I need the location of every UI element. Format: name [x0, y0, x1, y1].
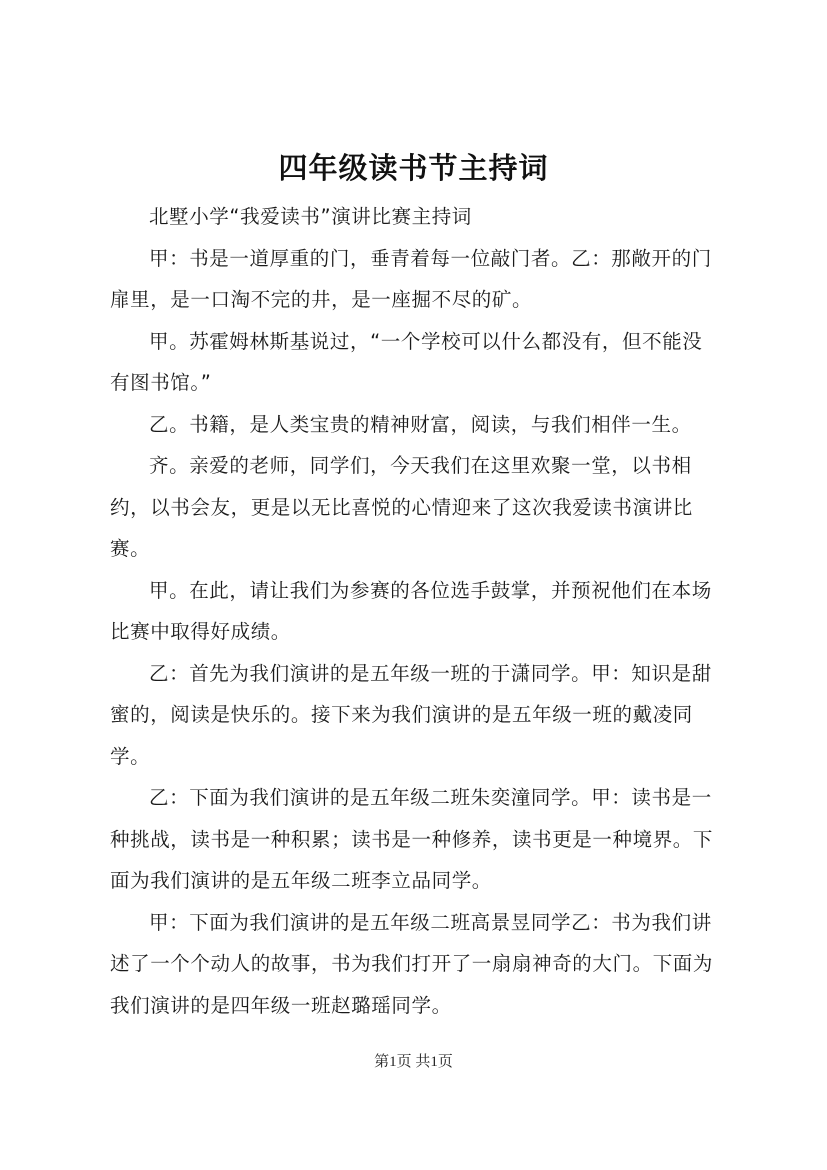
paragraph: 乙。书籍，是人类宝贵的精神财富，阅读，与我们相伴一生。 — [149, 412, 692, 436]
page-footer: 第1页 共1页 — [374, 1054, 453, 1070]
paragraph: 甲。苏霍姆林斯基说过，“一个学校可以什么都没有，但不能没有图书馆。” — [110, 329, 703, 394]
document-title: 四年级读书节主持词 — [278, 151, 549, 185]
paragraph: 齐。亲爱的老师，同学们，今天我们在这里欢聚一堂，以书相约，以书会友，更是以无比喜悦的心情迎来了这次我爱读书演讲比赛。 — [110, 454, 693, 560]
paragraph: 乙：首先为我们演讲的是五年级一班的于潇同学。甲：知识是甜蜜的，阅读是快乐的。接下来为我们演讲的是五年级一班的戴凌同学。 — [110, 661, 712, 768]
paragraph: 甲：书是一道厚重的门，垂青着每一位敲门者。乙：那敞开的门扉里，是一口淘不完的井，是一座掘不尽的矿。 — [110, 246, 712, 311]
paragraph: 甲。在此，请让我们为参赛的各位选手鼓掌，并预祝他们在本场比赛中取得好成绩。 — [110, 578, 712, 643]
paragraph-subtitle: 北墅小学“我爱读书”演讲比赛主持词 — [149, 205, 472, 228]
paragraph: 乙：下面为我们演讲的是五年级二班朱奕潼同学。甲：读书是一种挑战，读书是一种积累；读书是一种修养，读书更是一种境界。下面为我们演讲的是五年级二班李立品同学。 — [110, 786, 714, 892]
paragraph: 甲：下面为我们演讲的是五年级二班高景昱同学乙：书为我们讲述了一个个动人的故事，书为我们打开了一扇扇神奇的大门。下面为我们演讲的是四年级一班赵璐瑶同学。 — [110, 910, 714, 1017]
document-body — [110, 196, 722, 1026]
